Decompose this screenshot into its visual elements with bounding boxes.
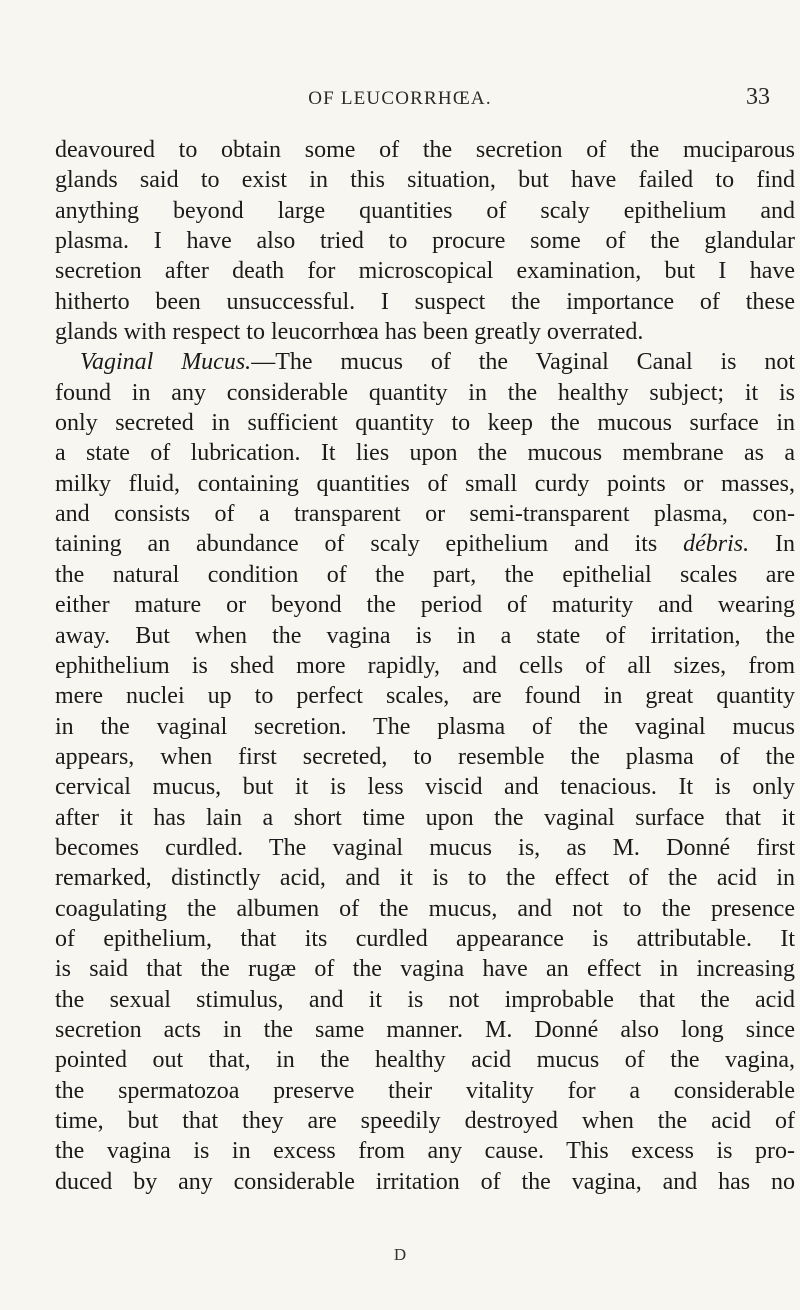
text-line — [55, 256, 795, 286]
text-run: glands said to exist in this situation, but have failed to find — [55, 167, 795, 194]
text-run: only secreted in sufficient quantity to keep the mucous surface in — [55, 410, 795, 437]
text-line — [55, 499, 795, 529]
running-head: OF LEUCORRHŒA. — [308, 88, 492, 109]
text-run: appears, when first secreted, to resemble the plasma of the — [55, 743, 795, 770]
text-run: away. But when the vagina is in a state of irritation, the — [55, 622, 795, 649]
text-run: the vagina is in excess from any cause. This excess is pro- — [55, 1138, 795, 1165]
text-line — [55, 165, 795, 195]
text-line — [55, 378, 795, 408]
text-line — [55, 1136, 795, 1166]
text-line — [55, 317, 795, 347]
text-line — [55, 1076, 795, 1106]
text-line — [55, 772, 795, 802]
text-line — [55, 681, 795, 711]
text-run: duced by any considerable irritation of the vagina, and has no — [55, 1168, 795, 1195]
text-line — [55, 590, 795, 620]
text-run: cervical mucus, but it is less viscid and tenacious. It is only — [55, 774, 795, 801]
text-run: secretion after death for microscopical examination, but I have — [55, 258, 795, 285]
text-run: glands with respect to leucorrhœa has been greatly overrated. — [55, 319, 644, 346]
signature-mark: D — [393, 1245, 407, 1264]
text-line — [55, 1045, 795, 1075]
italic-run: Vaginal Mucus. — [80, 349, 252, 376]
text-line — [55, 347, 795, 377]
text-run: In — [749, 531, 795, 558]
text-line — [55, 863, 795, 893]
text-run: taining an abundance of scaly epithelium and its — [55, 531, 684, 558]
text-line — [55, 287, 795, 317]
text-run: found in any considerable quantity in the healthy subject; it is — [55, 379, 795, 406]
text-line — [55, 560, 795, 590]
text-run: secretion acts in the same manner. M. Donné also long since — [55, 1016, 795, 1043]
text-run: in the vaginal secretion. The plasma of the vaginal mucus — [55, 713, 795, 740]
text-line — [55, 894, 795, 924]
text-line — [55, 408, 795, 438]
text-line — [55, 135, 795, 165]
page-header — [0, 84, 800, 114]
text-line — [55, 1106, 795, 1136]
text-run: ephithelium is shed more rapidly, and cells of all sizes, from — [55, 652, 795, 679]
text-line — [55, 196, 795, 226]
text-run: the natural condition of the part, the epithelial scales are — [55, 561, 795, 588]
text-run: pointed out that, in the healthy acid mucus of the vagina, — [55, 1047, 795, 1074]
text-run: coagulating the albumen of the mucus, and not to the presence — [55, 895, 795, 922]
text-run: —The mucus of the Vaginal Canal is not — [251, 349, 795, 376]
text-line — [55, 712, 795, 742]
italic-run: débris. — [683, 531, 750, 558]
text-run: the spermatozoa preserve their vitality for a considerable — [55, 1077, 795, 1104]
text-run: becomes curdled. The vaginal mucus is, as M. Donné first — [55, 834, 795, 861]
text-line — [55, 1015, 795, 1045]
text-line — [55, 1167, 795, 1197]
text-run: and consists of a transparent or semi-transparent plasma, con- — [55, 501, 795, 528]
text-line — [55, 742, 795, 772]
page-number: 33 — [746, 84, 770, 110]
text-run: hitherto been unsuccessful. I suspect the importance of these — [55, 288, 795, 315]
text-line — [55, 833, 795, 863]
text-line — [55, 924, 795, 954]
text-run: is said that the rugæ of the vagina have an effect in increasing — [55, 956, 795, 983]
text-run: time, but that they are speedily destroyed when the acid of — [55, 1108, 795, 1134]
text-line — [55, 621, 795, 651]
text-run: of epithelium, that its curdled appearance is attributable. It — [55, 925, 795, 952]
text-line — [55, 803, 795, 833]
text-run: the sexual stimulus, and it is not improbable that the acid — [55, 986, 795, 1013]
body-text — [55, 135, 795, 1197]
text-line — [55, 529, 795, 559]
text-run: a state of lubrication. It lies upon the mucous membrane as a — [55, 440, 795, 467]
text-run: milky fluid, containing quantities of small curdy points or masses, — [55, 470, 795, 497]
text-run: either mature or beyond the period of maturity and wearing — [55, 592, 795, 619]
text-line — [55, 954, 795, 984]
text-run: anything beyond large quantities of scaly epithelium and — [55, 197, 795, 224]
text-line — [55, 985, 795, 1015]
text-line — [55, 226, 795, 256]
text-run: after it has lain a short time upon the vaginal surface that it — [55, 804, 795, 831]
text-run: plasma. I have also tried to procure some of the glandular — [55, 228, 795, 255]
text-run: mere nuclei up to perfect scales, are found in great quantity — [55, 683, 795, 710]
text-line — [55, 651, 795, 681]
text-run: deavoured to obtain some of the secretion of the muciparous — [55, 137, 795, 163]
text-line — [55, 438, 795, 468]
text-run: remarked, distinctly acid, and it is to the effect of the acid in — [55, 865, 795, 892]
text-line — [55, 469, 795, 499]
